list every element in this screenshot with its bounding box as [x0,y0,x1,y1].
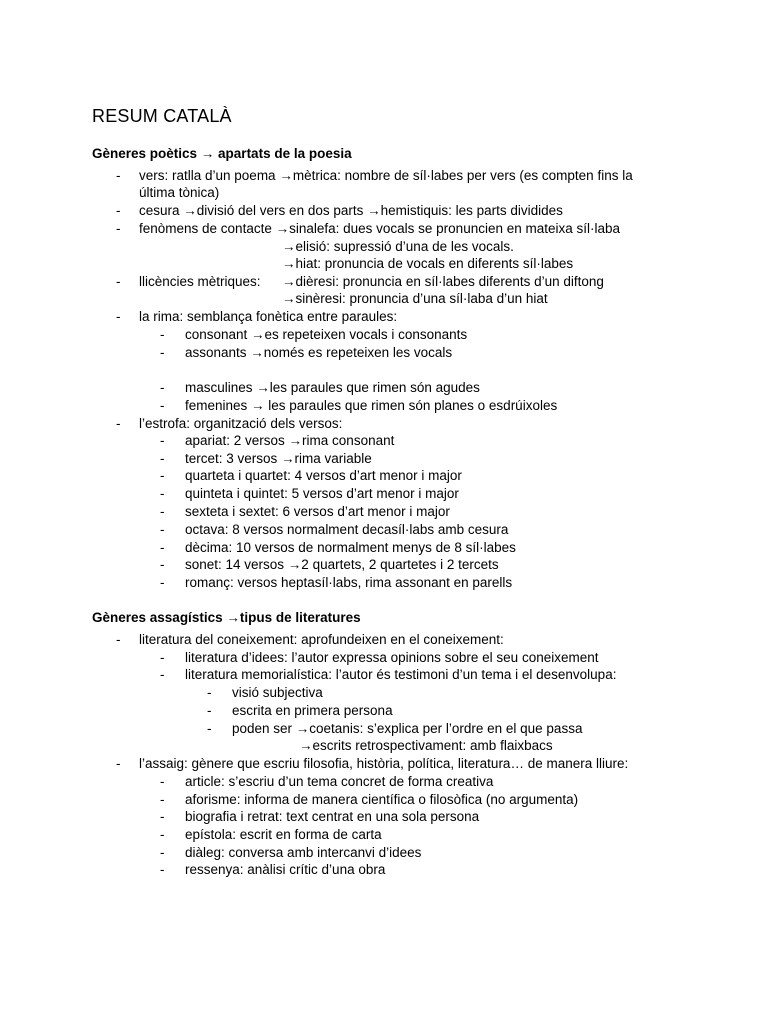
bullet-dash: - [160,380,165,395]
list-item: cesura →divisió del vers en dos parts →hemistiquis: les parts dividides [139,203,563,218]
list-item: l’estrofa: organització dels versos: [139,416,343,431]
list-item: sexteta i sextet: 6 versos d’art menor i major [185,504,450,519]
bullet-dash: - [160,557,165,572]
bullet-dash: - [116,756,121,771]
list-item: assonants →només es repeteixen les vocals [185,345,453,360]
list-item: apariat: 2 versos →rima consonant [185,433,395,448]
list-item: consonant →es repeteixen vocals i consonants [185,327,468,342]
bullet-dash: - [160,345,165,360]
list-item: quarteta i quartet: 4 versos d’art menor i major [185,468,462,483]
list-item: ressenya: anàlisi crític d’una obra [185,862,386,877]
bullet-dash: - [207,703,212,718]
list-item: vers: ratlla d’un poema →mètrica: nombre de síl·labes per vers (es compten fins la [139,168,633,183]
bullet-dash: - [160,827,165,842]
list-item: literatura del coneixement: aprofundeixen en el coneixement: [139,632,504,647]
list-item: escrita en primera persona [232,703,393,718]
bullet-dash: - [116,416,121,431]
bullet-dash: - [207,685,212,700]
bullet-dash: - [160,774,165,789]
bullet-dash: - [160,486,165,501]
list-item: epístola: escrit en forma de carta [185,827,382,842]
list-item: fenòmens de contacte →sinalefa: dues vocals se pronuncien en mateixa síl·laba [139,221,621,236]
section-heading-essay-genres: Gèneres assagístics →tipus de literatures [92,610,361,625]
bullet-dash: - [160,792,165,807]
list-item: biografia i retrat: text centrat en una sola persona [185,809,480,824]
list-item: visió subjectiva [232,685,323,700]
bullet-dash: - [160,433,165,448]
list-item: literatura d’idees: l’autor expressa opinions sobre el seu coneixement [185,650,599,665]
bullet-dash: - [116,274,121,289]
list-item: poden ser →coetanis: s’explica per l’ordre en el que passa [232,721,583,736]
bullet-dash: - [160,845,165,860]
list-item: la rima: semblança fonètica entre paraules: [139,309,398,324]
bullet-dash: - [116,309,121,324]
list-item: tercet: 3 versos →rima variable [185,451,372,466]
bullet-dash: - [160,862,165,877]
bullet-dash: - [160,451,165,466]
bullet-dash: - [160,468,165,483]
bullet-dash: - [116,221,121,236]
list-item: aforisme: informa de manera científica o filosòfica (no argumenta) [185,792,579,807]
list-item: octava: 8 versos normalment decasíl·labs amb cesura [185,522,509,537]
bullet-dash: - [160,398,165,413]
bullet-dash: - [207,721,212,736]
list-item: masculines →les paraules que rimen són agudes [185,380,480,395]
list-item: quinteta i quintet: 5 versos d’art menor i major [185,486,459,501]
list-item: llicències mètriques: [139,274,261,289]
list-item: article: s’escriu d’un tema concret de forma creativa [185,774,494,789]
list-item: última tònica) [139,185,220,200]
bullet-dash: - [160,540,165,555]
list-item: →dièresi: pronuncia en síl·labes diferents d’un diftong [282,274,604,289]
list-item: dècima: 10 versos de normalment menys de 8 síl·labes [185,540,516,555]
list-item: →escrits retrospectivament: amb flaixbacs [299,738,553,753]
list-item: diàleg: conversa amb intercanvi d’idees [185,845,422,860]
bullet-dash: - [116,203,121,218]
bullet-dash: - [160,504,165,519]
list-item: →sinèresi: pronuncia d’una síl·laba d’un hiat [282,291,548,306]
bullet-dash: - [116,168,121,183]
bullet-dash: - [160,522,165,537]
list-item: l’assaig: gènere que escriu filosofia, història, política, literatura… de manera lliure: [139,756,629,771]
section-heading-poetic-genres: Gèneres poètics → apartats de la poesia [92,146,352,161]
list-item: femenines → les paraules que rimen són planes o esdrúixoles [185,398,558,413]
bullet-dash: - [160,327,165,342]
list-item: sonet: 14 versos →2 quartets, 2 quartetes i 2 tercets [185,557,499,572]
list-item: literatura memorialística: l’autor és testimoni d’un tema i el desenvolupa: [185,667,617,682]
list-item: →hiat: pronuncia de vocals en diferents síl·labes [282,256,574,271]
bullet-dash: - [160,809,165,824]
bullet-dash: - [160,667,165,682]
document-title: RESUM CATALÀ [92,106,232,126]
list-item: →elisió: supressió d’una de les vocals. [282,239,514,254]
bullet-dash: - [160,575,165,590]
bullet-dash: - [116,632,121,647]
list-item: romanç: versos heptasíl·labs, rima assonant en parells [185,575,513,590]
bullet-dash: - [160,650,165,665]
